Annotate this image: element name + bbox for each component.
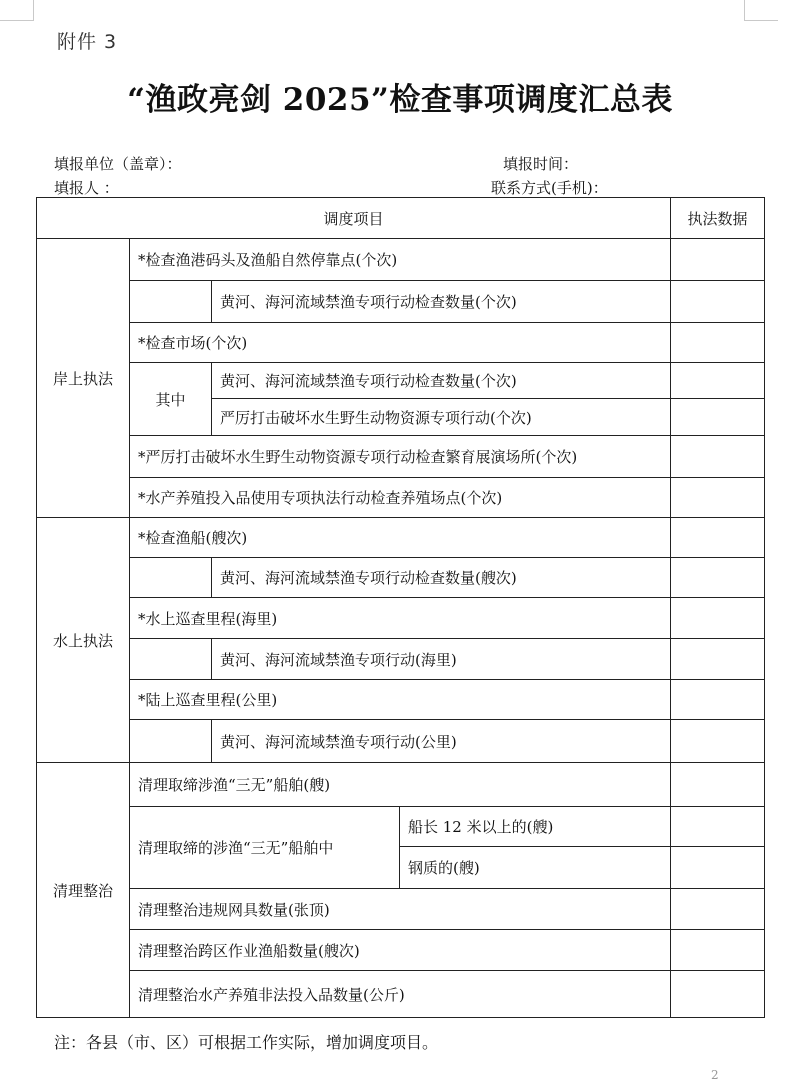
page-title: “渔政亮剑 2025”检查事项调度汇总表 <box>127 82 673 118</box>
table-row <box>37 763 765 807</box>
data-cell[interactable] <box>671 323 765 363</box>
table-row <box>37 971 765 1018</box>
column-header-item: 调度项目 <box>37 198 671 239</box>
data-cell[interactable] <box>671 720 765 763</box>
table-row <box>37 889 765 930</box>
row-label: 清理整治违规网具数量(张顶) <box>130 889 671 930</box>
data-cell[interactable] <box>671 971 765 1018</box>
row-label: *检查市场(个次) <box>130 323 671 363</box>
attachment-label: 附件 3 <box>57 31 118 53</box>
row-label: *检查渔船(艘次) <box>130 518 671 558</box>
row-label: *水产养殖投入品使用专项执法行动检查养殖场点(个次) <box>130 478 671 518</box>
table-row <box>37 558 765 598</box>
row-label: 严厉打击破坏水生野生动物资源专项行动(个次) <box>212 399 671 436</box>
data-cell[interactable] <box>671 399 765 436</box>
table-row <box>37 478 765 518</box>
data-cell[interactable] <box>671 763 765 807</box>
data-cell[interactable] <box>671 930 765 971</box>
group-label-shore: 岸上执法 <box>37 239 130 518</box>
crop-mark-top-right <box>744 0 778 21</box>
table-row <box>37 598 765 639</box>
empty-cell <box>130 639 212 680</box>
contact-label: 联系方式(手机)： <box>491 179 608 197</box>
row-label: *水上巡查里程(海里) <box>130 598 671 639</box>
row-label: 清理取缔涉渔“三无”船舶(艘) <box>130 763 671 807</box>
table-row <box>37 323 765 363</box>
group-label-water: 水上执法 <box>37 518 130 763</box>
dispatch-summary-table <box>36 197 765 1018</box>
row-label: 黄河、海河流域禁渔专项行动(海里) <box>212 639 671 680</box>
footnote: 注：各县（市、区）可根据工作实际，增加调度项目。 <box>54 1033 439 1052</box>
data-cell[interactable] <box>671 889 765 930</box>
table-row <box>37 807 765 847</box>
data-cell[interactable] <box>671 363 765 399</box>
row-label: 清理整治跨区作业渔船数量(艘次) <box>130 930 671 971</box>
data-cell[interactable] <box>671 436 765 478</box>
row-label: 黄河、海河流域禁渔专项行动检查数量(个次) <box>212 281 671 323</box>
empty-cell <box>130 281 212 323</box>
group-label-cleanup: 清理整治 <box>37 763 130 1018</box>
table-header-row <box>37 198 765 239</box>
page-number: 2 <box>711 1068 719 1082</box>
row-label: *严厉打击破坏水生野生动物资源专项行动检查繁育展演场所(个次) <box>130 436 671 478</box>
data-cell[interactable] <box>671 847 765 889</box>
row-label: 清理取缔的涉渔“三无”船舶中 <box>130 807 400 889</box>
data-cell[interactable] <box>671 518 765 558</box>
row-label: 清理整治水产养殖非法投入品数量(公斤) <box>130 971 671 1018</box>
row-label: 黄河、海河流域禁渔专项行动检查数量(艘次) <box>212 558 671 598</box>
unit-label: 填报单位（盖章）： <box>54 155 182 173</box>
row-label: *检查渔港码头及渔船自然停靠点(个次) <box>130 239 671 281</box>
data-cell[interactable] <box>671 478 765 518</box>
data-cell[interactable] <box>671 239 765 281</box>
data-cell[interactable] <box>671 639 765 680</box>
table-row <box>37 720 765 763</box>
crop-mark-top-left <box>0 0 34 21</box>
data-cell[interactable] <box>671 807 765 847</box>
column-header-data: 执法数据 <box>671 198 765 239</box>
table-row <box>37 518 765 558</box>
person-label: 填报人 ： <box>54 179 119 197</box>
row-label: 船长 12 米以上的(艘) <box>400 807 671 847</box>
table-row <box>37 436 765 478</box>
table-row <box>37 930 765 971</box>
data-cell[interactable] <box>671 680 765 720</box>
row-label: 钢质的(艘) <box>400 847 671 889</box>
empty-cell <box>130 720 212 763</box>
table-row <box>37 639 765 680</box>
row-label: 黄河、海河流域禁渔专项行动(公里) <box>212 720 671 763</box>
data-cell[interactable] <box>671 558 765 598</box>
data-cell[interactable] <box>671 281 765 323</box>
empty-cell <box>130 558 212 598</box>
table-row <box>37 239 765 281</box>
row-label: *陆上巡查里程(公里) <box>130 680 671 720</box>
table-row <box>37 281 765 323</box>
table-row <box>37 680 765 720</box>
row-label: 黄河、海河流域禁渔专项行动检查数量(个次) <box>212 363 671 399</box>
among-label: 其中 <box>130 363 212 436</box>
data-cell[interactable] <box>671 598 765 639</box>
time-label: 填报时间： <box>503 155 579 173</box>
table-row <box>37 363 765 399</box>
